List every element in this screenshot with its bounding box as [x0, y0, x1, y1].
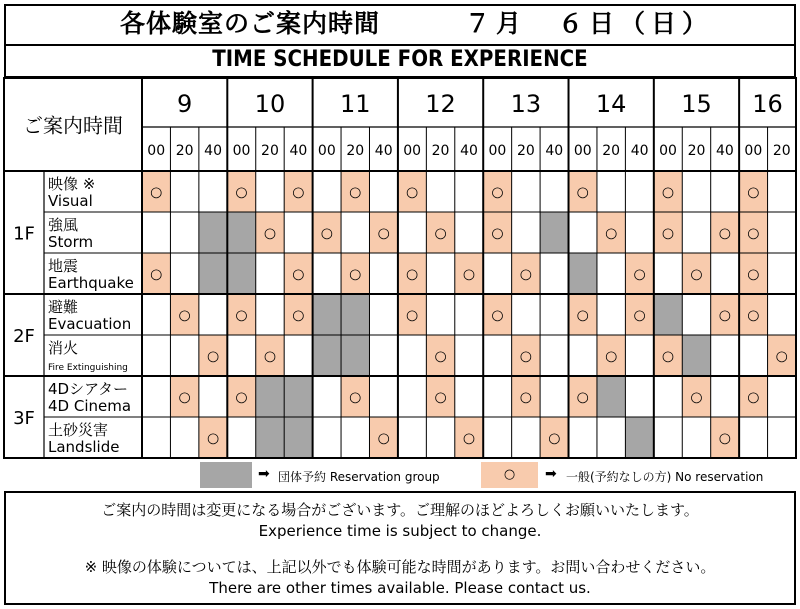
room-name-jp: 地震	[48, 257, 79, 275]
group-reservation-cell	[682, 335, 710, 376]
open-slot-icon: ○	[747, 266, 760, 283]
open-slot-icon: ○	[747, 225, 760, 242]
legend-circle-icon: ○	[503, 467, 516, 482]
group-reservation-cell	[540, 212, 568, 253]
group-reservation-cell	[625, 417, 653, 458]
open-slot-icon: ○	[150, 184, 163, 201]
legend-general-label: 一般(予約なしの方) No reservation	[566, 470, 764, 484]
open-slot-icon: ○	[292, 266, 305, 283]
open-slot-icon: ○	[519, 389, 532, 406]
floor-label: 3F	[13, 408, 35, 429]
group-reservation-cell	[256, 376, 284, 417]
open-slot-icon: ○	[235, 184, 248, 201]
hour-label: 14	[595, 90, 627, 118]
group-reservation-cell	[313, 294, 341, 335]
minute-label: 40	[545, 143, 564, 159]
minute-label: 20	[687, 143, 706, 159]
room-name-en: Evacuation	[48, 315, 132, 333]
group-reservation-cell	[341, 335, 369, 376]
open-slot-icon: ○	[434, 389, 447, 406]
notes-box	[4, 491, 796, 605]
open-slot-icon: ○	[633, 307, 646, 324]
open-slot-icon: ○	[377, 225, 390, 242]
open-slot-icon: ○	[406, 307, 419, 324]
open-slot-icon: ○	[263, 348, 277, 365]
minute-label: 40	[460, 143, 478, 159]
open-slot-icon: ○	[519, 266, 532, 283]
time-header-label: ご案内時間	[23, 113, 123, 138]
schedule-date: ７月 ６日（日）	[465, 9, 714, 38]
open-slot-icon: ○	[775, 348, 788, 365]
minute-label: 20	[772, 143, 791, 159]
minute-label: 20	[431, 143, 450, 159]
room-name-en: Landslide	[48, 438, 120, 456]
group-reservation-cell	[597, 376, 625, 417]
room-name-jp: 映像 ※	[48, 175, 96, 193]
open-slot-icon: ○	[661, 184, 675, 201]
open-slot-icon: ○	[206, 348, 220, 365]
hour-label: 9	[177, 90, 193, 118]
note-visual-en: There are other times available. Please contact us.	[209, 579, 591, 597]
open-slot-icon: ○	[434, 348, 447, 365]
minute-label: 00	[573, 143, 592, 159]
minute-label: 20	[516, 143, 535, 159]
open-slot-icon: ○	[263, 225, 277, 242]
group-reservation-cell	[199, 253, 227, 294]
minute-label: 00	[744, 143, 763, 159]
note-change-jp: ご案内の時間は変更になる場合がございます。ご理解のほどよろしくお願いいたします。	[101, 501, 699, 519]
open-slot-icon: ○	[690, 266, 703, 283]
group-reservation-cell	[313, 335, 341, 376]
note-change-en: Experience time is subject to change.	[258, 522, 542, 540]
group-reservation-cell	[654, 294, 682, 335]
group-reservation-cell	[199, 212, 227, 253]
open-slot-icon: ○	[178, 307, 191, 324]
room-name-jp: 4Dシアター	[48, 380, 129, 398]
open-slot-icon: ○	[576, 184, 589, 201]
hour-label: 11	[339, 90, 371, 118]
room-name-jp: 土砂災害	[48, 421, 109, 439]
page-subtitle: TIME SCHEDULE FOR EXPERIENCE	[4, 44, 796, 78]
open-slot-icon: ○	[519, 348, 532, 365]
open-slot-icon: ○	[633, 266, 646, 283]
room-name-jp: 強風	[48, 216, 79, 234]
room-name-en: Earthquake	[48, 274, 134, 292]
open-slot-icon: ○	[150, 266, 163, 283]
open-slot-icon: ○	[718, 307, 732, 324]
minute-label: 20	[346, 143, 365, 159]
room-name-en: 4D Cinema	[48, 397, 132, 415]
group-reservation-cell	[569, 253, 597, 294]
minute-label: 40	[289, 143, 308, 159]
legend-general-swatch	[481, 462, 538, 488]
open-slot-icon: ○	[406, 266, 419, 283]
floor-label: 2F	[13, 326, 35, 347]
open-slot-icon: ○	[718, 225, 732, 242]
legend-arrow-icon: ➡	[258, 466, 270, 482]
open-slot-icon: ○	[576, 307, 589, 324]
open-slot-icon: ○	[292, 307, 305, 324]
legend-group-label: 団体予約 Reservation group	[278, 470, 440, 484]
open-slot-icon: ○	[349, 389, 362, 406]
group-reservation-cell	[284, 417, 312, 458]
minute-label: 00	[403, 143, 422, 159]
open-slot-icon: ○	[747, 389, 760, 406]
minute-label: 00	[232, 143, 251, 159]
open-slot-icon: ○	[235, 389, 248, 406]
open-slot-icon: ○	[661, 348, 675, 365]
open-slot-icon: ○	[576, 389, 589, 406]
open-slot-icon: ○	[718, 430, 732, 447]
room-name-jp: 避難	[48, 298, 79, 316]
group-reservation-cell	[284, 376, 312, 417]
open-slot-icon: ○	[491, 184, 504, 201]
open-slot-icon: ○	[406, 184, 419, 201]
open-slot-icon: ○	[491, 225, 504, 242]
open-slot-icon: ○	[349, 266, 362, 283]
room-name-en: Visual	[48, 192, 93, 210]
open-slot-icon: ○	[605, 348, 618, 365]
legend-group-swatch	[200, 462, 252, 488]
group-reservation-cell	[227, 212, 255, 253]
minute-label: 00	[317, 143, 336, 159]
minute-label: 20	[602, 143, 621, 159]
open-slot-icon: ○	[605, 225, 618, 242]
hour-label: 15	[681, 90, 712, 118]
room-name-en: Storm	[48, 233, 94, 251]
open-slot-icon: ○	[235, 307, 248, 324]
minute-label: 40	[715, 143, 734, 159]
hour-label: 13	[510, 90, 542, 118]
hour-label: 12	[425, 90, 456, 118]
open-slot-icon: ○	[377, 430, 390, 447]
minute-label: 00	[659, 143, 677, 159]
group-reservation-cell	[341, 294, 369, 335]
open-slot-icon: ○	[747, 184, 760, 201]
minute-label: 20	[261, 143, 279, 159]
open-slot-icon: ○	[747, 307, 760, 324]
open-slot-icon: ○	[690, 389, 703, 406]
open-slot-icon: ○	[320, 225, 333, 242]
room-name-jp: 消火	[48, 339, 79, 357]
hour-label: 10	[254, 90, 286, 118]
open-slot-icon: ○	[661, 225, 675, 242]
hour-label: 16	[752, 90, 783, 118]
floor-label: 1F	[13, 223, 35, 245]
open-slot-icon: ○	[292, 184, 305, 201]
group-reservation-cell	[227, 253, 255, 294]
group-reservation-cell	[256, 417, 284, 458]
open-slot-icon: ○	[548, 430, 561, 447]
minute-label: 40	[630, 143, 649, 159]
legend-arrow-icon: ➡	[545, 466, 557, 482]
minute-label: 40	[204, 143, 223, 159]
room-name-en: Fire Extinguishing	[48, 363, 128, 373]
open-slot-icon: ○	[206, 430, 220, 447]
minute-label: 20	[175, 143, 194, 159]
open-slot-icon: ○	[434, 225, 447, 242]
open-slot-icon: ○	[178, 389, 191, 406]
note-visual-jp: ※ 映像の体験については、上記以外でも体験可能な時間があります。お問い合わせください。	[84, 558, 716, 576]
minute-label: 00	[147, 143, 166, 159]
open-slot-icon: ○	[491, 307, 504, 324]
open-slot-icon: ○	[462, 430, 476, 447]
minute-label: 40	[374, 143, 393, 159]
minute-label: 00	[488, 143, 507, 159]
open-slot-icon: ○	[349, 184, 362, 201]
page-title: 各体験室のご案内時間	[120, 9, 381, 38]
open-slot-icon: ○	[462, 266, 476, 283]
